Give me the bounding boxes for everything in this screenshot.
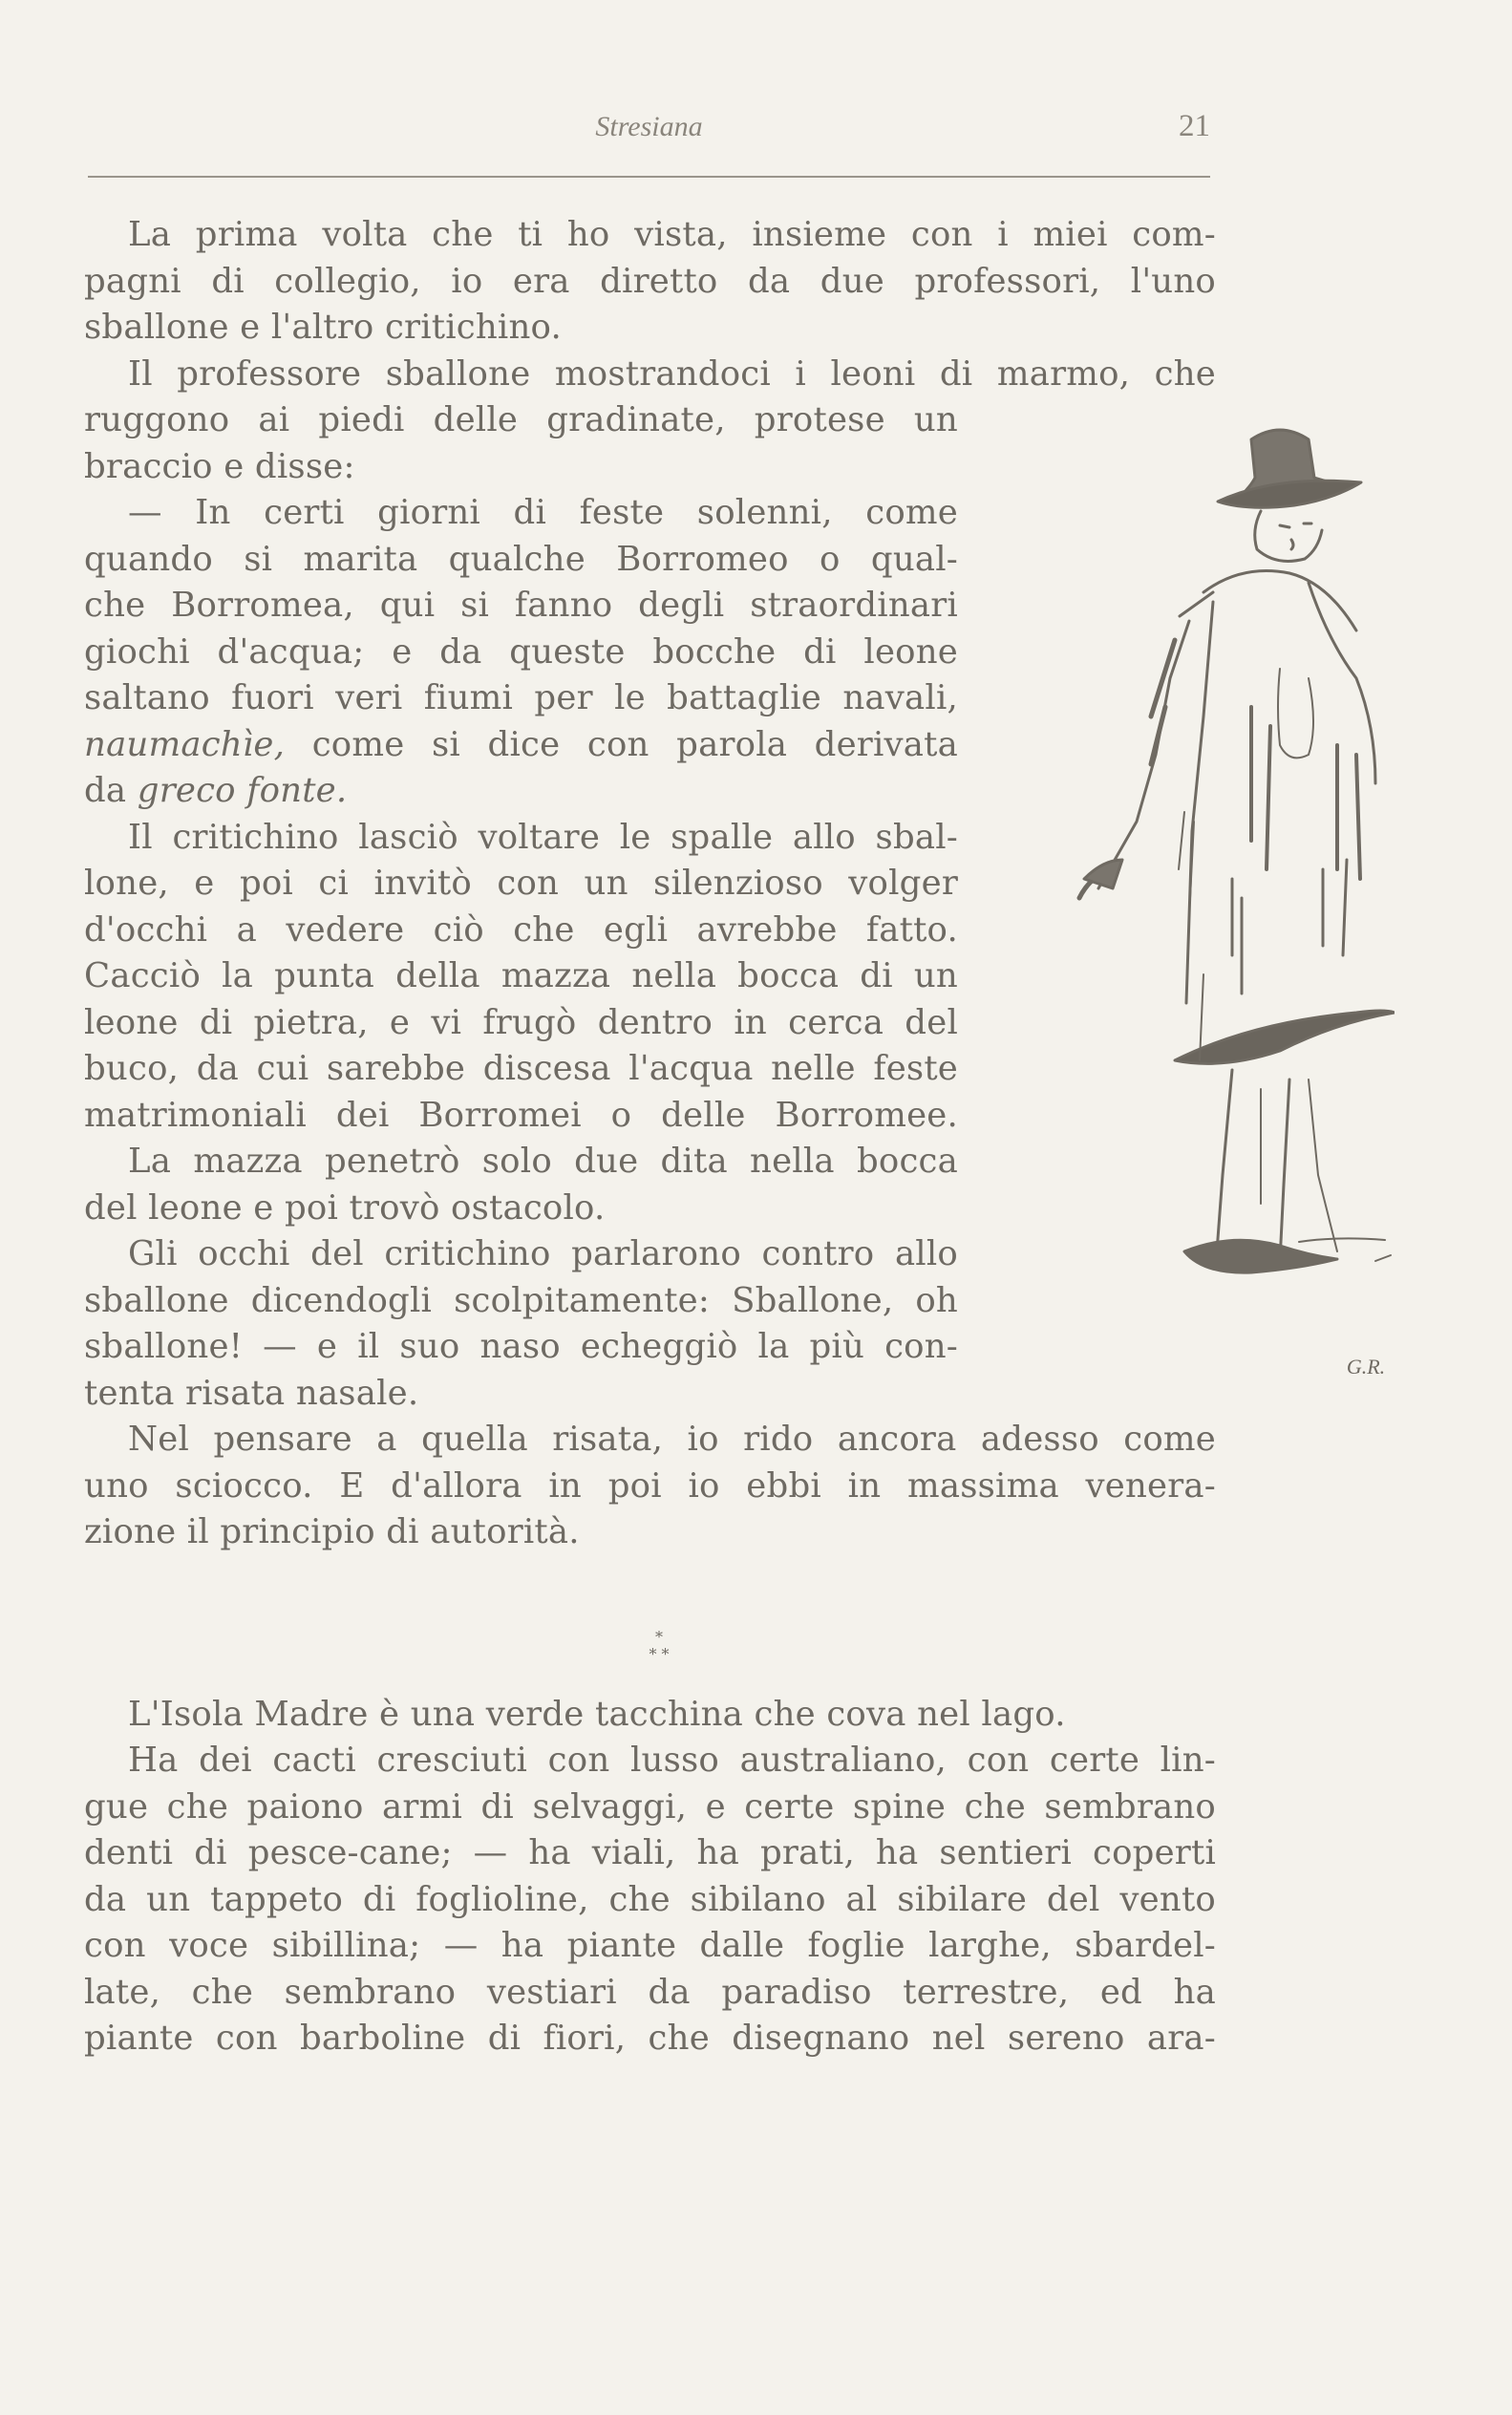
text-line: — In certi giorni di feste solenni, come [128, 493, 958, 532]
text-line: buco, da cui sarebbe discesa l'acqua nelle feste [84, 1049, 958, 1088]
header-rule [88, 176, 1210, 178]
text-line: sballone! — e il suo naso echeggiò la più con- [84, 1327, 958, 1366]
text-span: come si dice con parola derivata [311, 724, 958, 764]
italic-word: naumachìe, [84, 724, 286, 764]
text-line: Il critichino lasciò voltare le spalle allo sbal- [128, 817, 958, 857]
text-line [84, 768, 958, 815]
text-line [84, 722, 958, 769]
text-line: L'Isola Madre è una verde tacchina che cova nel lago. [128, 1694, 1066, 1734]
text-line: Gli occhi del critichino parlarono contro allo [128, 1234, 958, 1273]
text-line: pagni di collegio, io era diretto da due professori, l'uno [84, 261, 1216, 301]
text-line: braccio e disse: [84, 446, 355, 486]
text-line: giochi d'acqua; e da queste bocche di leone [84, 631, 958, 672]
text-line: La prima volta che ti ho vista, insieme con i miei com- [128, 215, 1216, 254]
text-line: d'occhi a vedere ciò che egli avrebbe fatto. [84, 909, 958, 950]
asterism-top: * [655, 1628, 663, 1646]
text-line: quando si marita qualche Borromeo o qual- [84, 539, 958, 579]
text-line: late, che sembrano vestiari da paradiso terrestre, ed ha [84, 1972, 1216, 2012]
text-line: del leone e poi trovò ostacolo. [84, 1187, 606, 1228]
text-line: con voce sibillina; — ha piante dalle foglie larghe, sbardel- [84, 1926, 1216, 1965]
text-span: da [84, 771, 127, 810]
text-line: piante con barboline di fiori, che disegnano nel sereno ara- [84, 2019, 1216, 2058]
text-line: tenta risata nasale. [84, 1373, 419, 1413]
text-line: denti di pesce-cane; — ha viali, ha prati, ha sentieri coperti [84, 1833, 1216, 1872]
text-line: Il professore sballone mostrandoci i leoni di marmo, che [128, 353, 1216, 394]
text-line: uno sciocco. E d'allora in poi io ebbi in massima venera- [84, 1465, 1216, 1506]
text-line: Cacciò la punta della mazza nella bocca di un [84, 956, 958, 995]
text-line: gue che paiono armi di selvaggi, e certe spine che sembrano [84, 1786, 1216, 1827]
text-line: Nel pensare a quella risata, io rido ancora adesso come [128, 1420, 1216, 1459]
text-line: che Borromea, qui si fanno degli straordinari [84, 586, 958, 625]
text-line: sballone e l'altro critichino. [84, 308, 562, 347]
asterism-bottom: * * [649, 1645, 670, 1663]
man-in-hat-sketch-icon [993, 420, 1395, 1385]
text-line: leone di pietra, e vi frugò dentro in cerca del [84, 1002, 958, 1042]
text-line: saltano fuori veri fiumi per le battaglie navali, [84, 678, 958, 717]
asterism [611, 1629, 707, 1663]
text-line: da un tappeto di foglioline, che sibilano al sibilare del vento [84, 1879, 1216, 1919]
text-line: matrimoniali dei Borromei o delle Borromee. [84, 1095, 958, 1135]
text-line: lone, e poi ci invitò con un silenzioso volger [84, 864, 958, 903]
running-title: Stresiana [595, 111, 703, 142]
text-line: sballone dicendogli scolpitamente: Sballone, oh [84, 1280, 958, 1320]
text-line: La mazza penetrò solo due dita nella bocca [128, 1142, 958, 1181]
text-line: Ha dei cacti cresciuti con lusso australiano, con certe lin- [128, 1741, 1216, 1780]
italic-phrase: greco fonte. [137, 771, 348, 810]
illustrator-signature: G.R. [1346, 1355, 1386, 1378]
text-line: ruggono ai piedi delle gradinate, protese un [84, 400, 958, 439]
running-header [88, 103, 1210, 151]
page-number: 21 [1179, 109, 1210, 143]
text-line: zione il principio di autorità. [84, 1512, 580, 1551]
